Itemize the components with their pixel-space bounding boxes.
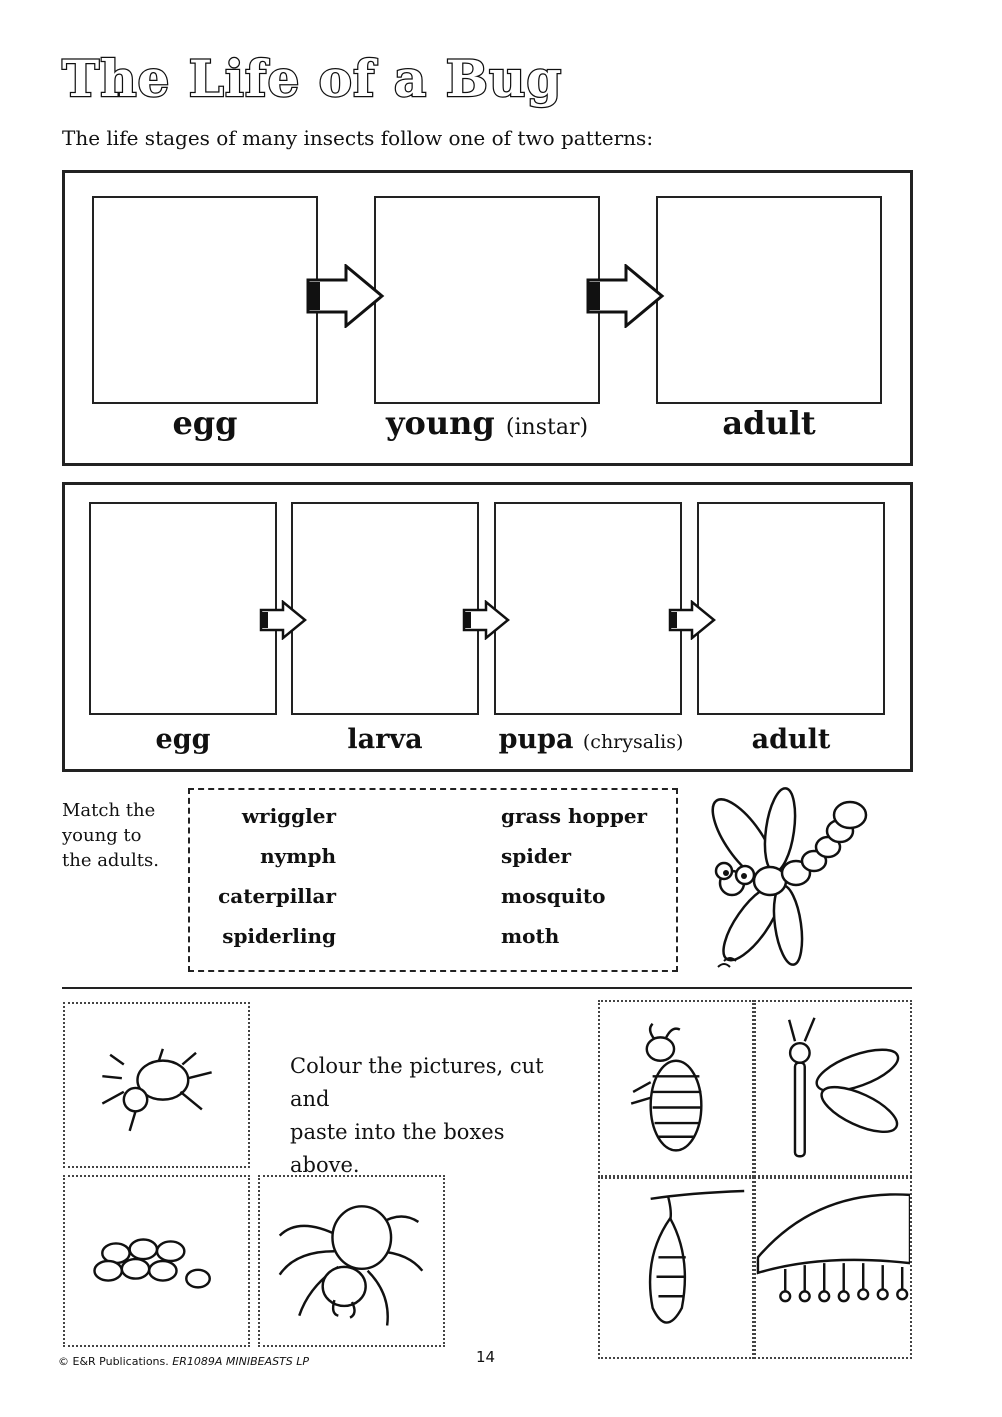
cartoon-dragonfly-icon [700,785,880,975]
intro-text: The life stages of many insects follow one of two patterns: [62,126,654,150]
arrow-right-icon [586,264,668,328]
larva-icon [600,1002,752,1175]
match-instruction: Match the young to the adults. [62,800,159,871]
pattern2-adult-box[interactable] [697,502,885,715]
arrow-right-icon [462,600,512,640]
pattern2-pupa-label: pupa (chrysalis) [498,724,684,755]
pattern2-larva-box[interactable] [291,502,479,715]
spiderling-icon [65,1004,248,1166]
young-term[interactable]: caterpillar [218,884,336,908]
arrow-right-icon [259,600,309,640]
pattern1-young-label: young (instar) [385,404,589,442]
pattern2-egg-box[interactable] [89,502,277,715]
cutout-chrysalis[interactable] [598,1177,754,1359]
page-number: 14 [476,1348,496,1366]
chrysalis-note: (chrysalis) [582,731,684,753]
cutout-spider[interactable] [258,1175,445,1347]
chrysalis-icon [600,1179,752,1357]
young-term[interactable]: nymph [260,844,336,868]
copyright-footer: © E&R Publications. ER1089A MINIBEASTS LP [58,1355,310,1368]
cutout-dragonfly[interactable] [754,1000,912,1177]
section-divider [62,987,912,989]
adult-term[interactable]: spider [501,844,572,868]
young-term[interactable]: wriggler [241,804,336,828]
pattern1-egg-label: egg [172,404,238,442]
pattern1-adult-label: adult [722,404,816,442]
pattern1-young-box[interactable] [374,196,600,404]
adult-term[interactable]: mosquito [501,884,606,908]
page-title: The Life of a Bug [62,49,563,108]
spider-icon [260,1177,443,1345]
pattern2-larva-label: larva [347,724,423,755]
cutout-spiderling[interactable] [63,1002,250,1168]
young-term[interactable]: spiderling [222,924,336,948]
eggs-icon [65,1177,248,1345]
adult-term[interactable]: moth [501,924,560,948]
pattern2-pupa-box[interactable] [494,502,682,715]
arrow-right-icon [306,264,388,328]
pattern1-adult-box[interactable] [656,196,882,404]
pattern2-adult-label: adult [751,724,831,755]
cutout-leaf-eggs[interactable] [754,1177,912,1359]
cutout-larva[interactable] [598,1000,754,1177]
dragonfly-icon [756,1002,910,1175]
pattern1-egg-box[interactable] [92,196,318,404]
adult-term[interactable]: grass hopper [501,804,648,828]
instar-note: (instar) [505,415,589,440]
pattern2-egg-label: egg [155,724,211,755]
caterpillar-eggs-on-leaf-icon [756,1179,910,1357]
cutout-eggs[interactable] [63,1175,250,1347]
match-box [188,788,678,972]
arrow-right-icon [668,600,718,640]
cut-instruction: Colour the pictures, cut and paste into the boxes above. [290,1054,544,1177]
